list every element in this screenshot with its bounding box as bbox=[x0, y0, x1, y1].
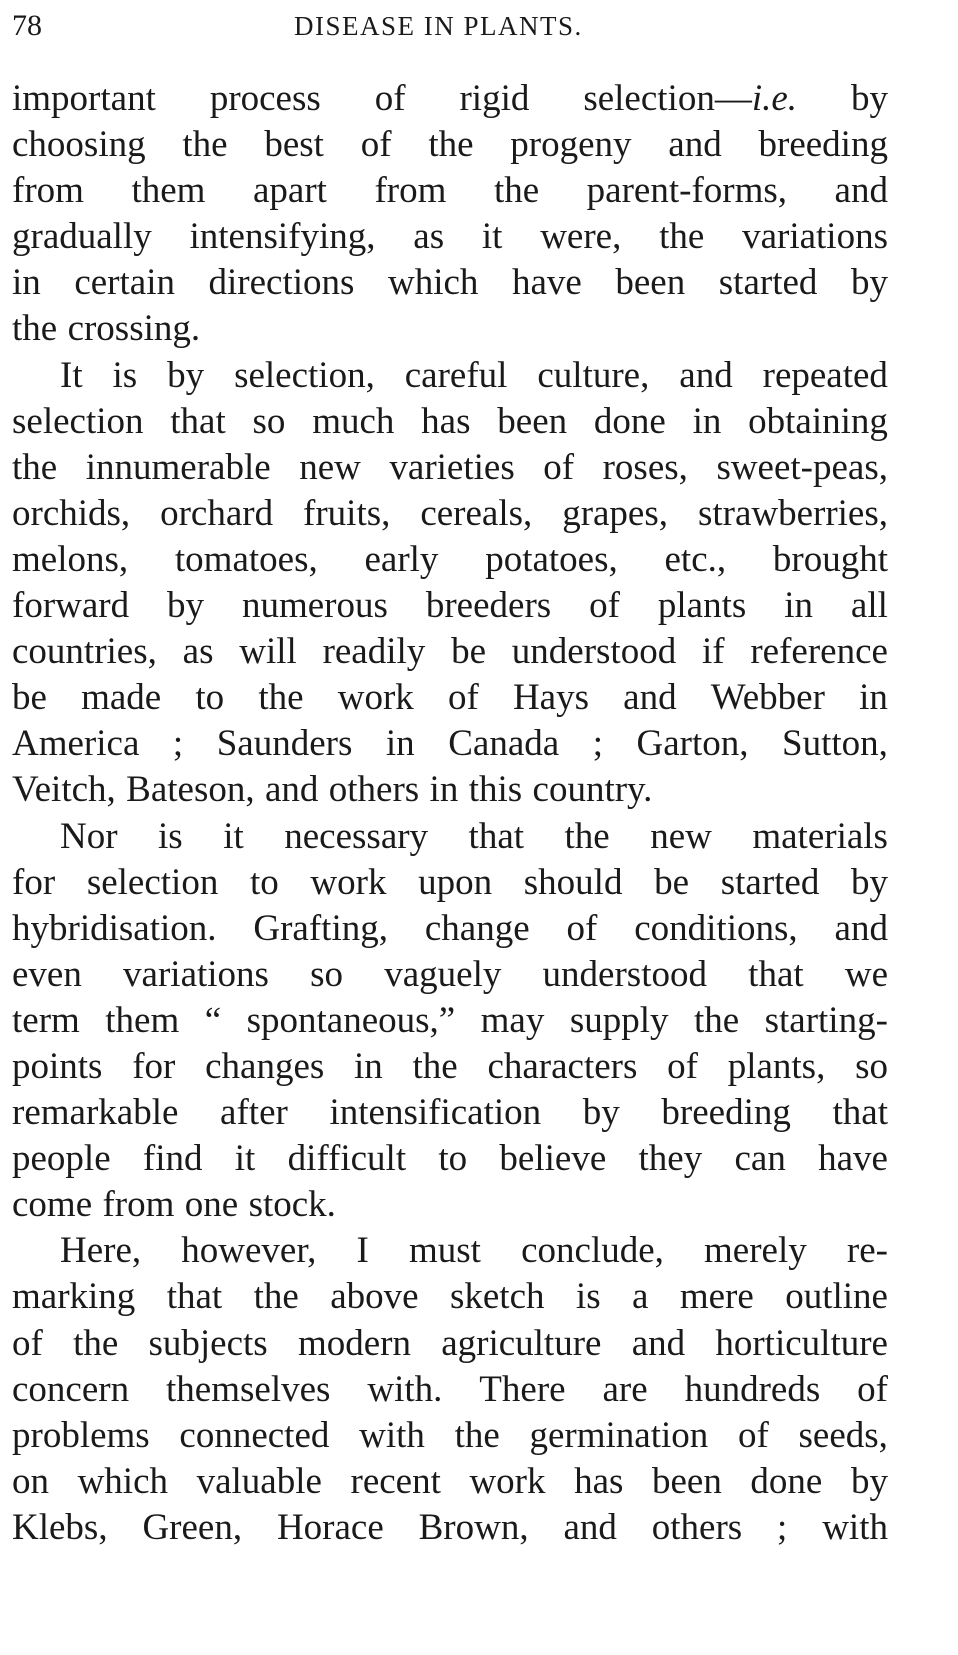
word: “ bbox=[204, 999, 222, 1041]
word: process bbox=[209, 78, 321, 119]
text-line bbox=[12, 1413, 888, 1459]
word: in bbox=[12, 262, 41, 304]
word: gradually bbox=[12, 216, 152, 258]
word: to bbox=[249, 861, 279, 903]
word: reference bbox=[750, 631, 888, 673]
word: merely bbox=[704, 1230, 807, 1272]
word: work bbox=[310, 861, 387, 903]
word: will bbox=[239, 631, 297, 673]
word: should bbox=[523, 861, 623, 903]
word: Veitch, bbox=[12, 769, 116, 811]
word: It bbox=[60, 354, 83, 396]
word: started bbox=[718, 262, 818, 304]
word: with. bbox=[367, 1368, 443, 1410]
word: have bbox=[818, 1138, 888, 1180]
word: to bbox=[438, 1138, 468, 1180]
word: has bbox=[421, 400, 471, 442]
word: which bbox=[77, 1460, 169, 1502]
word: in bbox=[692, 400, 722, 442]
word: as bbox=[182, 631, 214, 673]
word: ; bbox=[777, 1506, 788, 1548]
word: the bbox=[253, 1276, 299, 1318]
text-line bbox=[12, 1182, 888, 1228]
word: selection bbox=[86, 861, 219, 903]
text-line bbox=[12, 353, 888, 399]
word: of bbox=[737, 1414, 769, 1456]
text-line bbox=[12, 399, 888, 445]
word: be bbox=[654, 861, 690, 903]
word: of bbox=[857, 1368, 888, 1410]
word: must bbox=[409, 1230, 481, 1272]
word: vaguely bbox=[384, 953, 502, 995]
word: Grafting, bbox=[253, 907, 388, 949]
word: of bbox=[447, 677, 479, 719]
word: There bbox=[479, 1368, 566, 1410]
word: ; bbox=[172, 723, 184, 765]
word: made bbox=[81, 677, 162, 719]
text-line bbox=[12, 260, 888, 306]
word: brought bbox=[772, 538, 888, 580]
text-line bbox=[12, 214, 888, 260]
word: for bbox=[132, 1045, 176, 1087]
word: germination bbox=[529, 1414, 709, 1456]
word: Brown, bbox=[418, 1506, 529, 1548]
word: obtaining bbox=[748, 400, 888, 442]
word: it bbox=[234, 1138, 256, 1180]
word: Webber bbox=[710, 677, 825, 719]
word: new bbox=[650, 815, 712, 857]
word: Garton, bbox=[636, 723, 749, 765]
text-line bbox=[12, 1228, 888, 1274]
word: spontaneous,” bbox=[246, 999, 456, 1041]
word: culture, bbox=[537, 354, 650, 396]
word: however, bbox=[181, 1230, 317, 1272]
word: apart bbox=[252, 170, 327, 212]
word: in bbox=[385, 723, 415, 765]
word: with bbox=[822, 1506, 888, 1548]
word: the bbox=[564, 815, 610, 857]
word: is bbox=[112, 354, 138, 396]
word: concern bbox=[12, 1368, 130, 1410]
word: points bbox=[12, 1045, 103, 1087]
word: work bbox=[469, 1460, 546, 1502]
word: that bbox=[170, 400, 226, 442]
word: Green, bbox=[142, 1506, 243, 1548]
word: understood bbox=[542, 953, 707, 995]
word: it bbox=[223, 815, 244, 857]
word: and bbox=[834, 170, 888, 212]
word: of bbox=[589, 585, 620, 627]
text-line bbox=[12, 491, 888, 537]
word: even bbox=[12, 953, 82, 995]
word: Bateson, bbox=[126, 769, 255, 811]
word: by bbox=[850, 1460, 888, 1502]
word: marking bbox=[12, 1276, 136, 1318]
word: all bbox=[850, 585, 888, 627]
text-line bbox=[12, 1044, 888, 1090]
word: directions bbox=[208, 262, 355, 304]
text-line bbox=[12, 306, 888, 352]
text-line bbox=[12, 721, 888, 767]
word: can bbox=[734, 1138, 786, 1180]
word: others bbox=[328, 769, 420, 811]
text-line bbox=[12, 767, 888, 813]
word: important bbox=[12, 78, 156, 119]
page-number: 78 bbox=[12, 9, 42, 42]
word: countries, bbox=[12, 631, 157, 673]
word: selection—i.e. bbox=[583, 78, 798, 119]
word: and bbox=[563, 1506, 617, 1548]
word: remarkable bbox=[12, 1092, 179, 1134]
text-line bbox=[12, 122, 888, 168]
word: has bbox=[574, 1460, 624, 1502]
word: of bbox=[12, 1322, 43, 1364]
word: been bbox=[615, 262, 686, 304]
word: been bbox=[497, 400, 568, 442]
word: done bbox=[750, 1460, 823, 1502]
word: so bbox=[252, 400, 286, 442]
word: sketch bbox=[449, 1276, 545, 1318]
word: work bbox=[337, 677, 414, 719]
word: above bbox=[330, 1276, 419, 1318]
word: that bbox=[832, 1092, 888, 1134]
word: of bbox=[360, 124, 392, 166]
word: them bbox=[105, 999, 180, 1041]
word: orchids, bbox=[12, 492, 131, 534]
word: if bbox=[701, 631, 725, 673]
word: in bbox=[859, 677, 888, 719]
word: of bbox=[566, 907, 598, 949]
word: the bbox=[659, 216, 705, 258]
word: changes bbox=[205, 1045, 325, 1087]
word: strawberries, bbox=[697, 492, 888, 534]
word: the bbox=[428, 124, 474, 166]
word: find bbox=[142, 1138, 203, 1180]
word: valuable bbox=[196, 1460, 322, 1502]
word: modern bbox=[297, 1322, 411, 1364]
word: I bbox=[356, 1230, 369, 1272]
text-line bbox=[12, 445, 888, 491]
word: country. bbox=[532, 769, 653, 811]
word: parent-forms, bbox=[586, 170, 788, 212]
word: tomatoes, bbox=[174, 538, 318, 580]
word: were, bbox=[540, 216, 622, 258]
word: with bbox=[359, 1414, 425, 1456]
word: varieties bbox=[389, 446, 515, 488]
word: breeding bbox=[758, 124, 888, 166]
text-line bbox=[12, 860, 888, 906]
word: the bbox=[412, 1045, 458, 1087]
word: fruits, bbox=[303, 492, 391, 534]
word: orchard bbox=[160, 492, 274, 534]
word: starting- bbox=[764, 999, 888, 1041]
word: readily bbox=[322, 631, 426, 673]
word: for bbox=[12, 861, 56, 903]
word: the bbox=[454, 1414, 500, 1456]
word: as bbox=[413, 216, 445, 258]
word: problems bbox=[12, 1414, 150, 1456]
word: new bbox=[299, 446, 361, 488]
word: characters bbox=[487, 1045, 638, 1087]
word: that bbox=[166, 1276, 223, 1318]
word: outline bbox=[785, 1276, 888, 1318]
word: term bbox=[12, 999, 80, 1041]
word: of bbox=[374, 78, 406, 119]
word: is bbox=[575, 1276, 601, 1318]
word: upon bbox=[418, 861, 493, 903]
word: we bbox=[844, 953, 888, 995]
word: intensification bbox=[329, 1092, 542, 1134]
word: intensifying, bbox=[189, 216, 376, 258]
word: crossing. bbox=[67, 308, 201, 350]
word: in bbox=[784, 585, 813, 627]
word: and bbox=[264, 769, 319, 811]
word: America bbox=[12, 723, 140, 765]
word: Klebs, bbox=[12, 1506, 108, 1548]
word: in bbox=[429, 769, 459, 811]
word: be bbox=[12, 677, 47, 719]
word: roses, bbox=[602, 446, 688, 488]
text-line bbox=[12, 583, 888, 629]
word: the bbox=[258, 677, 304, 719]
word: variations bbox=[123, 953, 269, 995]
word: repeated bbox=[762, 354, 888, 396]
word: Hays bbox=[512, 677, 589, 719]
word: this bbox=[468, 769, 523, 811]
word: from bbox=[374, 170, 447, 212]
text-line bbox=[12, 814, 888, 860]
word: forward bbox=[12, 585, 130, 627]
word: mere bbox=[679, 1276, 754, 1318]
word: the bbox=[693, 999, 740, 1041]
text-line bbox=[12, 998, 888, 1044]
word: necessary bbox=[284, 815, 429, 857]
text-line bbox=[12, 906, 888, 952]
word: and bbox=[668, 124, 722, 166]
word: be bbox=[451, 631, 486, 673]
text-line bbox=[12, 1274, 888, 1320]
text-line bbox=[12, 76, 888, 122]
word: to bbox=[195, 677, 225, 719]
word: early bbox=[364, 538, 439, 580]
word: numerous bbox=[241, 585, 388, 627]
word: which bbox=[387, 262, 479, 304]
word: that bbox=[748, 953, 804, 995]
word: plants, bbox=[727, 1045, 826, 1087]
word: and bbox=[679, 354, 733, 396]
word: by bbox=[850, 78, 888, 119]
word: a bbox=[632, 1276, 649, 1318]
word: Saunders bbox=[216, 723, 353, 765]
word: Sutton, bbox=[782, 723, 888, 765]
text-line bbox=[12, 675, 888, 721]
word: and bbox=[631, 1322, 686, 1364]
word: of bbox=[543, 446, 575, 488]
word: subjects bbox=[148, 1322, 268, 1364]
word: so bbox=[310, 953, 344, 995]
word: conditions, bbox=[634, 907, 798, 949]
text-line bbox=[12, 1459, 888, 1505]
word: the bbox=[493, 170, 540, 212]
word: re- bbox=[846, 1230, 888, 1272]
word: started bbox=[720, 861, 820, 903]
word: is bbox=[158, 815, 183, 857]
word: by bbox=[582, 1092, 620, 1134]
word: breeders bbox=[425, 585, 552, 627]
word: Canada bbox=[448, 723, 560, 765]
word: horticulture bbox=[715, 1322, 888, 1364]
word: by bbox=[167, 585, 205, 627]
word: by bbox=[851, 861, 888, 903]
word: supply bbox=[569, 999, 669, 1041]
word: selection, bbox=[234, 354, 375, 396]
word: best bbox=[264, 124, 324, 166]
word: by bbox=[850, 262, 888, 304]
running-head bbox=[12, 6, 892, 46]
word: the bbox=[12, 446, 58, 488]
word: potatoes, bbox=[485, 538, 618, 580]
word: one bbox=[184, 1184, 239, 1226]
word: after bbox=[220, 1092, 288, 1134]
word: plants bbox=[657, 585, 747, 627]
text-line bbox=[12, 168, 888, 214]
word: grapes, bbox=[562, 492, 669, 534]
word: come bbox=[12, 1184, 93, 1226]
word: may bbox=[480, 999, 545, 1041]
word: hybridisation. bbox=[12, 907, 217, 949]
word: the bbox=[73, 1322, 119, 1364]
word: connected bbox=[179, 1414, 330, 1456]
word: much bbox=[312, 400, 395, 442]
word: by bbox=[167, 354, 205, 396]
word: change bbox=[424, 907, 530, 949]
word: understood bbox=[511, 631, 677, 673]
word: Nor bbox=[60, 815, 118, 857]
running-title: DISEASE IN PLANTS. bbox=[294, 11, 583, 41]
word: have bbox=[511, 262, 582, 304]
word: themselves bbox=[166, 1368, 331, 1410]
word: that bbox=[468, 815, 525, 857]
word: recent bbox=[350, 1460, 441, 1502]
text-line bbox=[12, 1367, 888, 1413]
text-line bbox=[12, 537, 888, 583]
word: from bbox=[12, 170, 84, 212]
word: been bbox=[651, 1460, 722, 1502]
text-line bbox=[12, 1321, 888, 1367]
word: difficult bbox=[287, 1138, 407, 1180]
word: from bbox=[102, 1184, 175, 1226]
word: certain bbox=[74, 262, 175, 304]
word: of bbox=[667, 1045, 698, 1087]
word: materials bbox=[752, 815, 888, 857]
word: believe bbox=[499, 1138, 607, 1180]
word: it bbox=[481, 216, 503, 258]
word: conclude, bbox=[521, 1230, 664, 1272]
word: progeny bbox=[510, 124, 632, 166]
word: stock. bbox=[248, 1184, 336, 1226]
body-text bbox=[12, 76, 888, 1551]
text-line bbox=[12, 1090, 888, 1136]
word: careful bbox=[404, 354, 508, 396]
word: breeding bbox=[661, 1092, 791, 1134]
word: people bbox=[12, 1138, 111, 1180]
word: others bbox=[651, 1506, 743, 1548]
word: and bbox=[834, 907, 888, 949]
word: are bbox=[602, 1368, 648, 1410]
word: Horace bbox=[276, 1506, 384, 1548]
word: melons, bbox=[12, 538, 129, 580]
word: and bbox=[623, 677, 677, 719]
word: innumerable bbox=[85, 446, 271, 488]
word: sweet-peas, bbox=[716, 446, 888, 488]
word: choosing bbox=[12, 124, 146, 166]
word: in bbox=[354, 1045, 383, 1087]
word: ; bbox=[592, 723, 603, 765]
word: on bbox=[12, 1460, 49, 1502]
word: selection bbox=[12, 400, 144, 442]
word: so bbox=[855, 1045, 888, 1087]
word: the bbox=[12, 308, 58, 350]
text-line bbox=[12, 1136, 888, 1182]
word: etc., bbox=[664, 538, 727, 580]
word: rigid bbox=[459, 78, 530, 119]
text-line bbox=[12, 952, 888, 998]
word: they bbox=[638, 1138, 703, 1180]
word: cereals, bbox=[420, 492, 533, 534]
word: them bbox=[131, 170, 206, 212]
text-line bbox=[12, 1505, 888, 1551]
word: done bbox=[593, 400, 666, 442]
word: Here, bbox=[60, 1230, 142, 1272]
word: agriculture bbox=[441, 1322, 602, 1364]
text-line bbox=[12, 629, 888, 675]
word: seeds, bbox=[798, 1414, 888, 1456]
word: variations bbox=[742, 216, 888, 258]
word: hundreds bbox=[684, 1368, 821, 1410]
word: the bbox=[182, 124, 228, 166]
